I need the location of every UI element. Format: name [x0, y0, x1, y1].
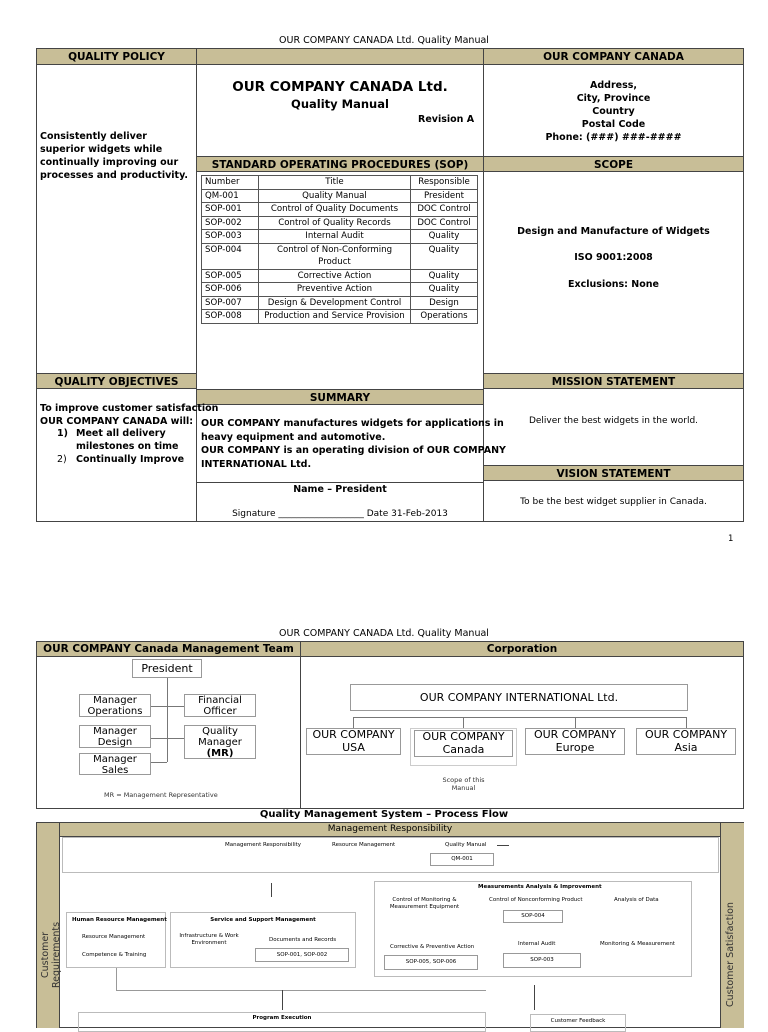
hrm-item-2: Competence & Training	[82, 952, 147, 958]
sop-table-header-row	[202, 176, 478, 190]
table-row	[202, 243, 478, 269]
objective-1-line-b: milestones on time	[76, 440, 179, 452]
objective-2-num: 2)	[57, 454, 67, 465]
sop-title: Control of Quality Records	[259, 216, 411, 230]
mgmt-team-header: OUR COMPANY Canada Management Team	[37, 642, 300, 657]
item-line: Environment	[191, 940, 227, 946]
item-line: Measurement Equipment	[389, 904, 460, 910]
divider	[300, 641, 301, 809]
org-connector	[151, 762, 167, 763]
sop-title: Preventive Action	[259, 283, 411, 297]
qm-item: Quality Manual	[445, 842, 487, 848]
vision-text: To be the best widget supplier in Canada.	[520, 497, 707, 507]
node-line: Sales	[101, 765, 129, 776]
sop-title: Internal Audit	[259, 230, 411, 244]
sop-title: Design & Development Control	[259, 296, 411, 310]
signature-line: Signature ___________________ Date 31-Feb-2013	[232, 509, 448, 519]
cmme-item	[382, 897, 467, 911]
mm-item: Monitoring & Measurement	[600, 941, 675, 947]
objectives-intro-1: To improve customer satisfaction	[40, 403, 219, 414]
flow-arrow	[497, 845, 509, 846]
org-manager-operations	[79, 694, 151, 717]
sop-responsible: DOC Control	[411, 216, 478, 230]
summary-block	[201, 417, 506, 471]
node-line: Design	[97, 737, 133, 748]
divider	[196, 482, 483, 483]
table-row	[202, 230, 478, 244]
sop-number: SOP-007	[202, 296, 259, 310]
sop-title: Corrective Action	[259, 269, 411, 283]
corp-canada	[414, 730, 513, 757]
flow-arrow	[534, 985, 535, 1010]
node-line: Manager	[93, 754, 137, 765]
scope-line-1: Design and Manufacture of Widgets	[517, 226, 710, 237]
postal-line: Postal Code	[581, 119, 646, 130]
ia-item: Internal Audit	[518, 941, 556, 947]
corp-asia	[636, 728, 736, 755]
sop-responsible: Quality	[411, 243, 478, 269]
corp-connector	[353, 717, 686, 718]
objectives-block	[40, 403, 218, 428]
cncp-code-box: SOP-004	[503, 910, 563, 923]
address-line: Address,	[590, 80, 637, 91]
summary-header: SUMMARY	[197, 389, 483, 405]
sop-title: Control of Quality Documents	[259, 203, 411, 217]
mission-text: Deliver the best widgets in the world.	[528, 416, 699, 426]
node-line: Asia	[674, 740, 698, 754]
objective-2-text: Continually Improve	[76, 454, 185, 465]
mission-header: MISSION STATEMENT	[484, 373, 743, 389]
org-manager-sales	[79, 753, 151, 775]
sop-number: SOP-008	[202, 310, 259, 324]
summary-line-3: OUR COMPANY is an operating division of OUR COMPANY	[201, 445, 506, 456]
org-president: President	[132, 659, 202, 678]
sop-number: SOP-005	[202, 269, 259, 283]
note-line: Scope of this	[442, 776, 485, 784]
mgmt-responsibility-header: Management Responsibility	[60, 823, 720, 837]
quality-policy-text: Consistently deliver superior widgets while continually improving our processes and productivity.	[40, 131, 189, 181]
sop-table	[201, 175, 478, 324]
table-row	[202, 216, 478, 230]
table-row	[202, 189, 478, 203]
sop-responsible: President	[411, 189, 478, 203]
sop-title: Quality Manual	[259, 189, 411, 203]
table-row	[202, 310, 478, 324]
scope-line-3: Exclusions: None	[568, 279, 659, 290]
node-line: Financial	[198, 695, 242, 706]
node-line: USA	[342, 740, 365, 754]
sop-header: STANDARD OPERATING PROCEDURES (SOP)	[197, 156, 483, 172]
sop-responsible: Operations	[411, 310, 478, 324]
sop-responsible: DOC Control	[411, 203, 478, 217]
flow-arrow	[282, 990, 283, 1010]
quality-objectives-header: QUALITY OBJECTIVES	[37, 373, 196, 389]
org-connector	[151, 738, 184, 739]
item-line: Infrastructure & Work	[179, 933, 239, 939]
objective-1-num: 1)	[57, 428, 68, 439]
ssm-item-2: Documents and Records	[269, 937, 337, 943]
scope-header: SCOPE	[484, 156, 743, 172]
corp-international: OUR COMPANY INTERNATIONAL Ltd.	[350, 684, 688, 711]
cpa-item: Corrective & Preventive Action	[390, 944, 475, 950]
ia-code-box: SOP-003	[503, 953, 581, 968]
company-header: OUR COMPANY CANADA	[484, 49, 743, 65]
table-row	[202, 269, 478, 283]
node-line: Operations	[87, 706, 143, 717]
flow-arrow	[271, 883, 272, 897]
sop-number: SOP-003	[202, 230, 259, 244]
qms-title: Quality Management System – Process Flow	[259, 809, 509, 820]
item-line: Control of Monitoring &	[392, 897, 457, 903]
ssm-item-1	[174, 933, 244, 947]
col-title-header: Title	[259, 176, 411, 190]
node-line: Manager	[93, 695, 137, 706]
org-connector	[151, 706, 184, 707]
org-connector	[167, 678, 168, 762]
node-line: Europe	[555, 740, 595, 754]
flow-line	[116, 968, 117, 990]
corp-connector	[686, 717, 687, 728]
col-responsible-header: Responsible	[411, 176, 478, 190]
sop-title: Control of Non-Conforming Product	[259, 243, 411, 269]
node-line: Quality	[202, 726, 238, 737]
corp-connector	[463, 717, 464, 728]
objectives-intro-2: OUR COMPANY CANADA will:	[40, 415, 194, 427]
customer-feedback-label: Customer Feedback	[550, 1018, 606, 1024]
city-line: City, Province	[576, 93, 651, 104]
table-row	[202, 283, 478, 297]
mr-item: Management Responsibility	[225, 842, 302, 848]
aod-item: Analysis of Data	[614, 897, 659, 903]
org-manager-design	[79, 725, 151, 748]
table-row	[202, 296, 478, 310]
sop-title: Production and Service Provision	[259, 310, 411, 324]
blank-header	[197, 49, 483, 65]
country-line: Country	[592, 106, 635, 117]
corp-europe	[525, 728, 625, 755]
vision-header: VISION STATEMENT	[484, 465, 743, 481]
program-execution-label: Program Execution	[252, 1015, 312, 1021]
sop-number: SOP-004	[202, 243, 259, 269]
scope-of-manual-note	[414, 776, 513, 792]
node-line: (MR)	[206, 748, 234, 759]
flow-line	[116, 990, 486, 991]
page-number: 1	[728, 534, 734, 544]
president-name: Name – President	[293, 484, 387, 495]
manual-title: Quality Manual	[291, 97, 389, 111]
company-title: OUR COMPANY CANADA Ltd.	[232, 79, 448, 95]
sop-responsible: Quality	[411, 283, 478, 297]
phone-line: Phone: (###) ###-####	[545, 132, 682, 143]
hrm-item-1: Resource Management	[82, 934, 146, 940]
sop-number: SOP-001	[202, 203, 259, 217]
sop-number: QM-001	[202, 189, 259, 203]
node-line: OUR COMPANY	[644, 728, 728, 741]
page2-header-title: OUR COMPANY CANADA Ltd. Quality Manual	[279, 628, 489, 639]
summary-line-2: heavy equipment and automotive.	[201, 431, 386, 443]
qm-code-box: QM-001	[430, 853, 494, 866]
scope-line-2: ISO 9001:2008	[574, 252, 653, 263]
node-line: Manager	[198, 737, 242, 748]
summary-line-4: INTERNATIONAL Ltd.	[201, 458, 312, 470]
cpa-code-box: SOP-005, SOP-006	[384, 955, 478, 970]
org-financial-officer	[184, 694, 256, 717]
sop-responsible: Design	[411, 296, 478, 310]
objective-1-line-a: Meet all delivery	[76, 428, 166, 439]
cncp-item: Control of Nonconforming Product	[489, 897, 583, 903]
ma-title: Measurements Analysis & Improvement	[478, 884, 602, 890]
table-row	[202, 203, 478, 217]
quality-policy-header: QUALITY POLICY	[37, 49, 196, 65]
node-line: Officer	[203, 706, 237, 717]
sop-responsible: Quality	[411, 230, 478, 244]
summary-line-1: OUR COMPANY manufactures widgets for applications in	[201, 418, 504, 429]
corp-connector	[575, 717, 576, 728]
node-line: OUR COMPANY	[312, 728, 395, 741]
mr-note: MR = Management Representative	[104, 791, 218, 799]
sop-responsible: Quality	[411, 269, 478, 283]
note-line: Manual	[451, 784, 476, 792]
node-line: Manager	[93, 726, 137, 737]
revision-label: Revision A	[418, 114, 475, 125]
corp-usa	[306, 728, 401, 755]
ssm-title: Service and Support Management	[210, 917, 316, 923]
customer-satisfaction-label: Customer Satisfaction	[725, 902, 736, 1008]
sop-number: SOP-002	[202, 216, 259, 230]
customer-requirements-label: Customer Requirements	[40, 921, 62, 989]
page1-header-title: OUR COMPANY CANADA Ltd. Quality Manual	[279, 35, 489, 46]
node-line: OUR COMPANY	[533, 728, 617, 741]
address-block	[484, 79, 743, 144]
node-line: Canada	[442, 742, 485, 756]
objective-1-text	[76, 428, 178, 453]
ssm-code-box: SOP-001, SOP-002	[255, 948, 349, 962]
org-quality-manager	[184, 725, 256, 759]
corp-connector	[353, 717, 354, 728]
node-line: OUR COMPANY	[422, 730, 505, 743]
col-number-header: Number	[202, 176, 259, 190]
rm-item: Resource Management	[332, 842, 396, 848]
sop-number: SOP-006	[202, 283, 259, 297]
hrm-title: Human Resource Management	[72, 917, 167, 923]
corporation-header: Corporation	[301, 642, 743, 657]
